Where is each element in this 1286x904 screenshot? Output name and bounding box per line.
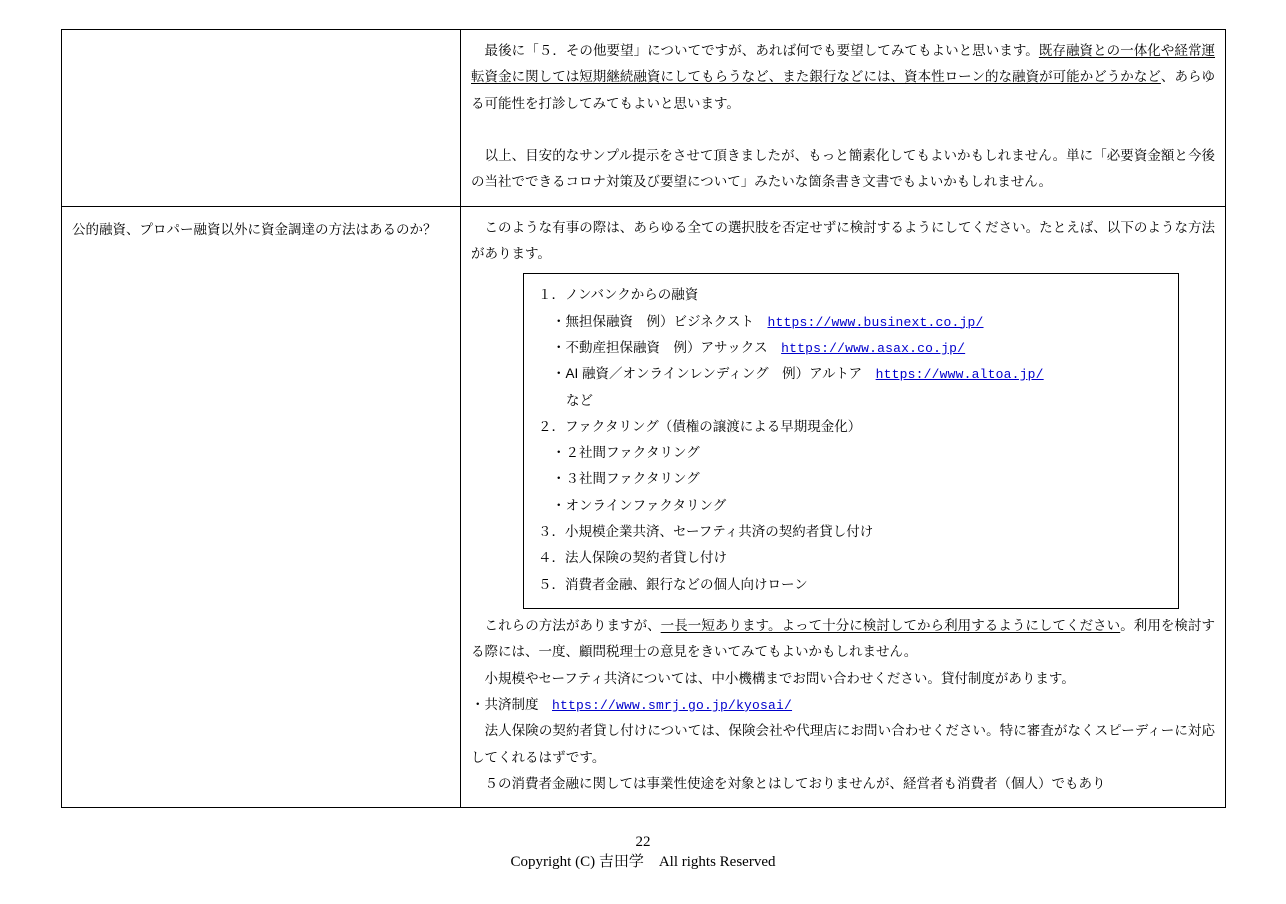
page-number: 22 xyxy=(635,834,651,850)
list-item-label: ３．小規模企業共済、セーフティ共済の契約者貸し付け xyxy=(538,524,874,540)
content-table xyxy=(61,29,1226,808)
list-item xyxy=(538,519,1168,545)
text-run: 法人保険の契約者貸し付けについては、保険会社や代理店にお問い合わせください。特に審査がなくスピーディーに対応してくれるはずです。 xyxy=(471,723,1215,765)
list-item-label: ２．ファクタリング（債権の譲渡による早期現金化） xyxy=(538,418,862,434)
paragraph xyxy=(471,718,1215,771)
list-item-label: １．ノンバンクからの融資 xyxy=(538,287,699,303)
page-footer xyxy=(0,832,1286,873)
list-item xyxy=(538,466,1168,492)
list-item-label: ・不動産担保融資 例）アサックス xyxy=(552,339,782,355)
text-run: 、あらゆる可能性を打診してみてもよいと思います。 xyxy=(471,69,1216,111)
left-cell-content xyxy=(62,30,460,50)
paragraph xyxy=(471,38,1215,117)
table-cell-left xyxy=(62,30,461,207)
list-item xyxy=(538,361,1168,387)
method-list-box xyxy=(523,273,1179,609)
list-item xyxy=(538,309,1168,335)
list-item xyxy=(538,493,1168,519)
list-item xyxy=(538,388,1168,414)
paragraph xyxy=(471,666,1215,692)
text-run: 最後に「５．その他要望」についてですが、あれば何でも要望してみてもよいと思います。 xyxy=(471,43,1039,58)
blank-line xyxy=(471,117,1215,143)
link-asax[interactable]: https://www.asax.co.jp/ xyxy=(781,340,966,356)
list-item-label: など xyxy=(566,392,593,408)
text-run: 。利用を検討する際には、一度、顧問税理士の意見をきいてみてもよいかもしれません。 xyxy=(471,618,1216,660)
paragraph xyxy=(471,143,1215,196)
text-run: 以上、目安的なサンプル提示をさせて頂きましたが、もっと簡素化してもよいかもしれません。単に「必要資金額と今後の当社でできるコロナ対策及び要望について」みたいな箇条書き文書でもよいかもしれません。 xyxy=(471,147,1215,190)
paragraph xyxy=(471,771,1215,797)
list-item-label: ５．消費者金融、銀行などの個人向けローン xyxy=(538,576,808,592)
text-run: これらの方法がありますが、 xyxy=(471,618,661,634)
table-cell-right xyxy=(461,30,1226,207)
left-cell-content xyxy=(62,207,460,253)
text-run: ・共済制度 xyxy=(471,696,552,712)
paragraph xyxy=(471,215,1215,268)
text-run-underlined: 一長一短あります。よって十分に検討してから利用するようにしてください xyxy=(660,618,1121,634)
question-text: 公的融資、プロパー融資以外に資金調達の方法はあるのか？ xyxy=(72,221,437,237)
list-item xyxy=(538,440,1168,466)
right-cell-content xyxy=(461,30,1225,206)
list-item xyxy=(538,335,1168,361)
list-item xyxy=(538,282,1168,308)
paragraph xyxy=(471,613,1215,666)
link-businext[interactable]: https://www.businext.co.jp/ xyxy=(767,314,984,330)
list-item xyxy=(538,414,1168,440)
link-altoa[interactable]: https://www.altoa.jp/ xyxy=(875,367,1044,383)
list-item-label: ・オンラインファクタリング xyxy=(552,497,727,513)
table-cell-right xyxy=(461,206,1226,808)
list-item-label: ４．法人保険の契約者貸し付け xyxy=(538,550,727,566)
text-run-underlined: 既存融資との一体化や経常運転資金に関しては短期継続融資にしてもらうなど、また銀行などには、資本性ローン的な融資が可能かどうかなど xyxy=(471,43,1216,85)
list-item xyxy=(538,545,1168,571)
list-item xyxy=(538,572,1168,598)
list-item-label: ・AI 融資／オンラインレンディング 例）アルトア xyxy=(552,366,876,382)
text-run: ５の消費者金融に関しては事業性使途を対象とはしておりませんが、経営者も消費者（個人）でもあり xyxy=(471,775,1106,791)
text-run: このような有事の際は、あらゆる全ての選択肢を否定せずに検討するようにしてください。たとえば、以下のような方法があります。 xyxy=(471,219,1215,261)
text-run: 小規模やセーフティ共済については、中小機構までお問い合わせください。貸付制度があります。 xyxy=(471,670,1075,686)
list-item-label: ・２社間ファクタリング xyxy=(552,445,700,461)
right-cell-content xyxy=(461,207,1225,808)
link-smrj-kyosai[interactable]: https://www.smrj.go.jp/kyosai/ xyxy=(552,697,793,713)
list-item-label: ・３社間ファクタリング xyxy=(552,471,700,487)
table-row xyxy=(62,206,1226,808)
paragraph xyxy=(471,692,1215,718)
table-cell-left xyxy=(62,206,461,808)
table-row xyxy=(62,30,1226,207)
list-item-label: ・無担保融資 例）ビジネクスト xyxy=(552,313,768,329)
copyright-notice: Copyright (C) 吉田学 All rights Reserved xyxy=(510,854,776,871)
